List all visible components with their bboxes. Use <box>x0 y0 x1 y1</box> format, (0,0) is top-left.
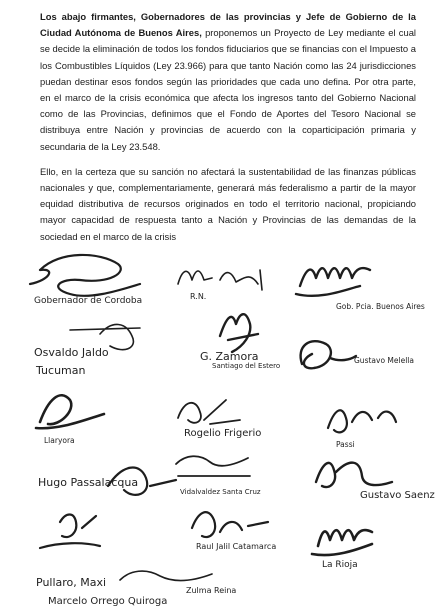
signature-8 <box>178 400 240 424</box>
signature-7-label: Llaryora <box>44 436 75 445</box>
signature-16-label: Zulma Reina <box>186 586 237 595</box>
paragraph-1-text: proponemos un Proyecto de Ley mediante el cual se decide la eliminación de todos los fondos fiduciarios que se financias con el Impuesto a los Combustibles Líquidos (Ley 23.966) para que tanto Nación como las 24 jurisdicciones puedan destinar esos fondos según las prioridades que cada uno defina. Por otra parte, en el marco de la crisis económica que afecta los ingresos tanto del Gobierno Nacional como de las Provincias, definimos que el Fondo de Aportes del Tesoro Nacional se distribuya entre Nación y provincias de acuerdo con la coparticipación primaria y secundaria de la Ley 23.548. <box>40 27 417 152</box>
signature-6 <box>301 341 356 368</box>
signature-8-label: Rogelio Frigerio <box>184 428 262 439</box>
signature-5 <box>220 314 258 352</box>
signature-11 <box>176 456 250 476</box>
signature-15-name: Pullaro, Maxi <box>36 576 107 589</box>
signatures-area <box>0 250 446 615</box>
paragraph-1 <box>40 9 416 155</box>
signature-1-label: Gobernador de Cordoba <box>34 296 143 306</box>
signature-3 <box>296 268 370 296</box>
signature-2 <box>178 270 262 290</box>
signature-3-label: Gob. Pcia. Buenos Aires <box>336 302 425 311</box>
signature-14-label: La Rioja <box>322 560 358 570</box>
signature-1 <box>30 255 140 296</box>
signature-9-label: Passi <box>336 440 355 449</box>
signature-14 <box>312 530 372 555</box>
signature-5-name: G. Zamora <box>200 350 259 363</box>
signature-4-name: Osvaldo Jaldo <box>34 346 109 359</box>
signature-16 <box>120 571 212 580</box>
letter-body <box>40 9 416 245</box>
paragraph-1-bold: Los abajo firmantes, Gobernadores de las provincias y Jefe de Gobierno de la Ciudad Autónoma de Buenos Aires, <box>40 11 416 39</box>
signature-13 <box>40 515 100 549</box>
signature-12 <box>316 463 392 487</box>
signature-13-label: Raul Jalil Catamarca <box>196 542 277 551</box>
paragraph-2: Ello, en la certeza que su sanción no afectará la sustentabilidad de las finanzas públicas nacionales y que, complementariamente, generará más federalismo a partir de la mayor equidad distributiva de recursos originados en todo el territorio nacional, propiciando mayor capacidad de respuesta tanto a Nación y Provincias de las demandas de la sociedad en el marco de la crisis <box>40 165 416 242</box>
signature-10-name: Hugo Passalacqua <box>38 476 139 489</box>
signature-9 <box>328 410 396 432</box>
signature-15 <box>192 512 268 537</box>
signature-7 <box>36 395 104 428</box>
signature-16-name: Marcelo Orrego Quiroga <box>48 596 168 607</box>
signature-4-label: Tucuman <box>36 364 86 377</box>
signature-2-label: R.N. <box>190 292 207 301</box>
signature-5-label: Santiago del Estero <box>212 362 281 370</box>
signature-12-name: Gustavo Saenz <box>360 490 435 501</box>
signature-11-label: Vidalvaldez Santa Cruz <box>180 488 261 496</box>
signature-6-label: Gustavo Melella <box>354 356 414 365</box>
